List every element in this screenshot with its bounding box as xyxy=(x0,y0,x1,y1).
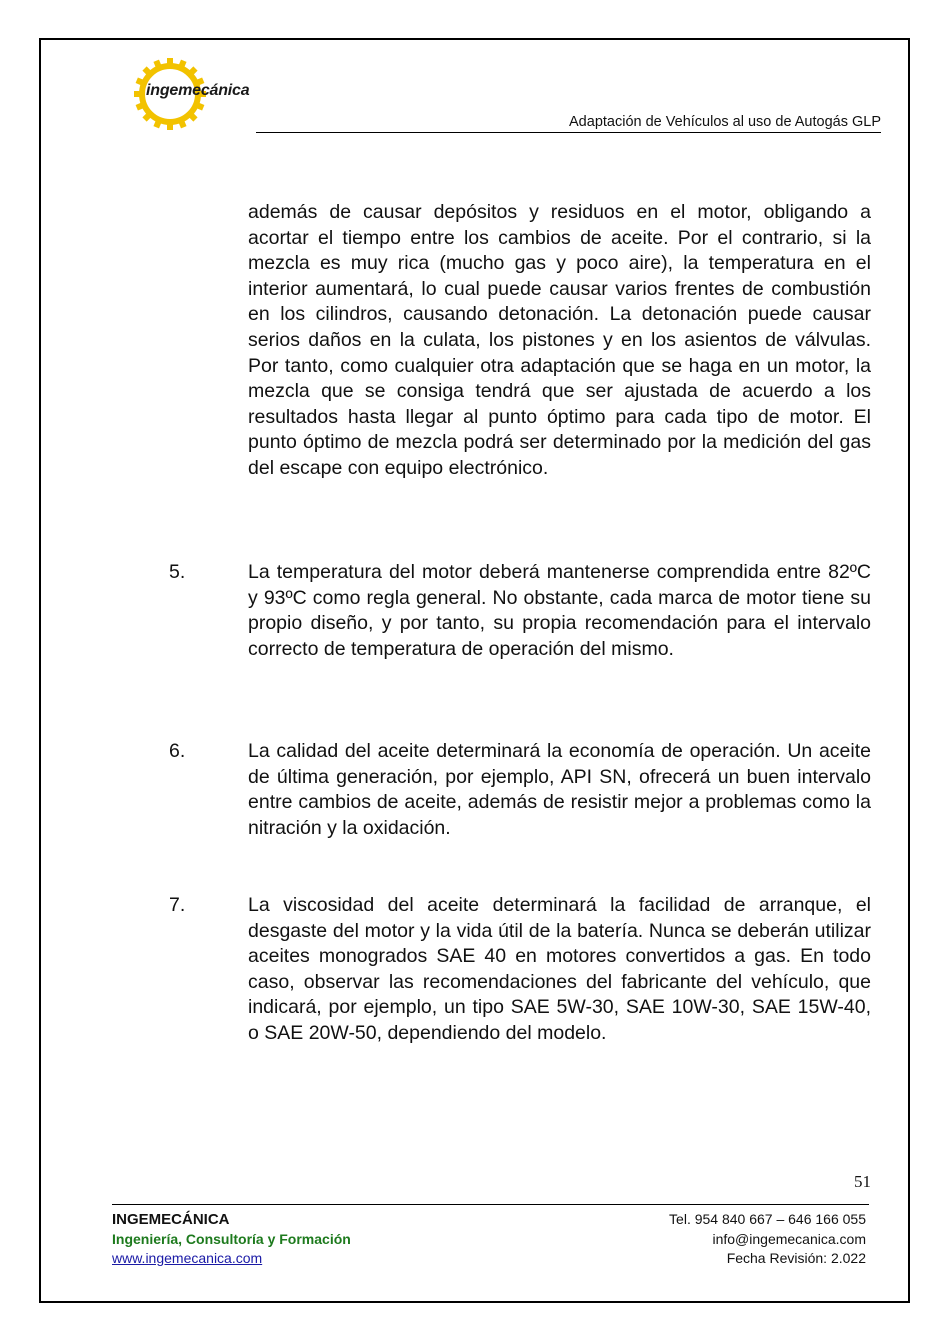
item-text-7: La viscosidad del aceite determinará la facilidad de arranque, el desgaste del motor y la vida útil de la batería. Nunca se deberán utilizar aceites monogrados SAE 40 en motores convertidos a gas. En todo caso, observar las recomendaciones del fabricante del vehículo, que indicará, por ejemplo, un tipo SAE 5W-30, SAE 10W-30, SAE 15W-40, o SAE 20W-50, dependiendo del modelo. xyxy=(248,894,871,1044)
footer-phone: Tel. 954 840 667 – 646 166 055 xyxy=(669,1211,866,1227)
footer-company-name: INGEMECÁNICA xyxy=(112,1211,230,1228)
item-text-6: La calidad del aceite determinará la economía de operación. Un aceite de última generación, por ejemplo, API SN, ofrecerá un buen intervalo entre cambios de aceite, además de resistir mejor a problemas como la nitración y la oxidación. xyxy=(248,740,871,839)
item-text-5: La temperatura del motor deberá mantenerse comprendida entre 82ºC y 93ºC como regla general. No obstante, cada marca de motor tiene su propio diseño, y por tanto, su propia recomendación para el intervalo correcto de temperatura de operación del mismo. xyxy=(248,561,871,660)
footer-right xyxy=(669,1210,866,1269)
footer-tagline: Ingeniería, Consultoría y Formación xyxy=(112,1230,351,1247)
continuation-paragraph: además de causar depósitos y residuos en el motor, obligando a acortar el tiempo entre los cambios de aceite. Por el contrario, si la mezcla es muy rica (mucho gas y poco aire), la temperatura en el interior aumentará, lo cual puede causar varios frentes de combustión en los cilindros, causando detonación. La detonación puede causar serios daños en la culata, los pistones y en los asientos de válvulas. Por tanto, como cualquier otra adaptación que se haga en un motor, la mezcla que se consiga tendrá que ser ajustada de acuerdo a los resultados hasta llegar al punto óptimo para cada tipo de motor. El punto óptimo de mezcla podrá ser determinado por la medición del gas del escape con equipo electrónico. xyxy=(248,201,871,479)
footer-email: info@ingemecanica.com xyxy=(712,1230,866,1247)
item-number-7: 7. xyxy=(169,894,186,916)
document-title: Adaptación de Vehículos al uso de Autogás GLP xyxy=(569,114,881,130)
logo-wordmark: ingemecánica xyxy=(146,82,250,99)
item-number-5: 5. xyxy=(169,561,186,583)
footer-website-link[interactable]: www.ingemecanica.com xyxy=(112,1250,263,1266)
item-number-6: 6. xyxy=(169,740,186,762)
footer-revision-date: Fecha Revisión: 2.022 xyxy=(726,1250,866,1266)
page-number: 51 xyxy=(854,1172,871,1191)
footer-divider xyxy=(112,1204,869,1205)
footer-left xyxy=(112,1210,351,1269)
header-divider xyxy=(256,132,881,133)
